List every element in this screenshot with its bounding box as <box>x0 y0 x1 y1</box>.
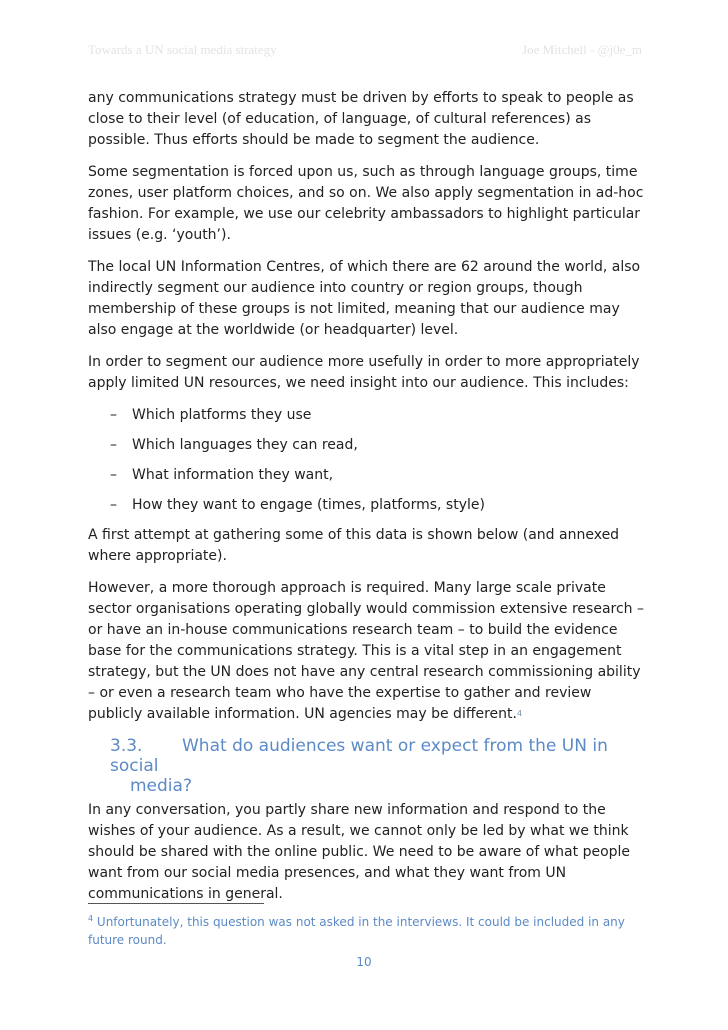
section-title-line2: media? <box>130 776 192 796</box>
paragraph: In any conversation, you partly share new information and respond to the wishes of your audience. As a result, we cannot only be led by what we think should be shared with the online public. We need to be aware of what people want from our social media presences, and what they want from UN communications in general. <box>88 802 631 902</box>
footnote-text: Unfortunately, this question was not asked in the interviews. It could be included in any future round. <box>88 915 625 947</box>
paragraph: Some segmentation is forced upon us, such as through language groups, time zones, user platform choices, and so on. We also apply segmentation in ad-hoc fashion. For example, we use our celebrity ambassadors to highlight particular issues (e.g. ‘youth’). <box>88 164 644 243</box>
footnote-reference[interactable]: 4 <box>516 709 523 718</box>
list-item <box>88 435 648 456</box>
footnote <box>88 910 648 949</box>
running-header <box>88 42 642 60</box>
list-item-text: What information they want, <box>132 467 334 483</box>
list-item-text: How they want to engage (times, platforms, style) <box>132 497 485 513</box>
section-heading <box>88 736 648 796</box>
dash-icon: – <box>110 497 117 513</box>
footnote-divider <box>88 903 264 904</box>
footnote-number: 4 <box>88 914 94 923</box>
paragraph <box>88 578 648 725</box>
list-item <box>88 405 648 426</box>
list-item <box>88 495 648 516</box>
paragraph: In order to segment our audience more usefully in order to more appropriately apply limited UN resources, we need insight into our audience. This includes: <box>88 354 640 391</box>
header-title: Towards a UN social media strategy <box>88 42 277 57</box>
list-item <box>88 465 648 486</box>
dash-icon: – <box>110 437 117 453</box>
section-number: 3.3. <box>110 736 143 756</box>
section-title-line1: What do audiences want or expect from the UN in social <box>110 736 608 776</box>
body-text <box>88 88 648 916</box>
paragraph: The local UN Information Centres, of which there are 62 around the world, also indirectly segment our audience into country or region groups, though membership of these groups is not limited, meaning that our audience may also engage at the worldwide (or headquarter) level. <box>88 259 641 338</box>
paragraph-text: However, a more thorough approach is required. Many large scale private sector organisations operating globally would commission extensive research – or have an in-house communications research team – to build the evidence base for the communications strategy. This is a vital step in an engagement strategy, but the UN does not have any central research commissioning ability – or even a research team who have the expertise to gather and review publicly available information. UN agencies may be different. <box>88 580 645 722</box>
paragraph: A first attempt at gathering some of this data is shown below (and annexed where appropriate). <box>88 527 620 564</box>
dash-icon: – <box>110 467 117 483</box>
list-item-text: Which languages they can read, <box>132 437 358 453</box>
page-number: 10 <box>356 955 372 969</box>
header-author: Joe Mitchell - @j0e_m <box>522 42 642 57</box>
bullet-list <box>88 405 648 516</box>
paragraph: any communications strategy must be driven by efforts to speak to people as close to their level (of education, of language, of cultural references) as possible. Thus efforts should be made to segment the audience. <box>88 90 634 148</box>
dash-icon: – <box>110 407 117 423</box>
list-item-text: Which platforms they use <box>132 407 312 423</box>
